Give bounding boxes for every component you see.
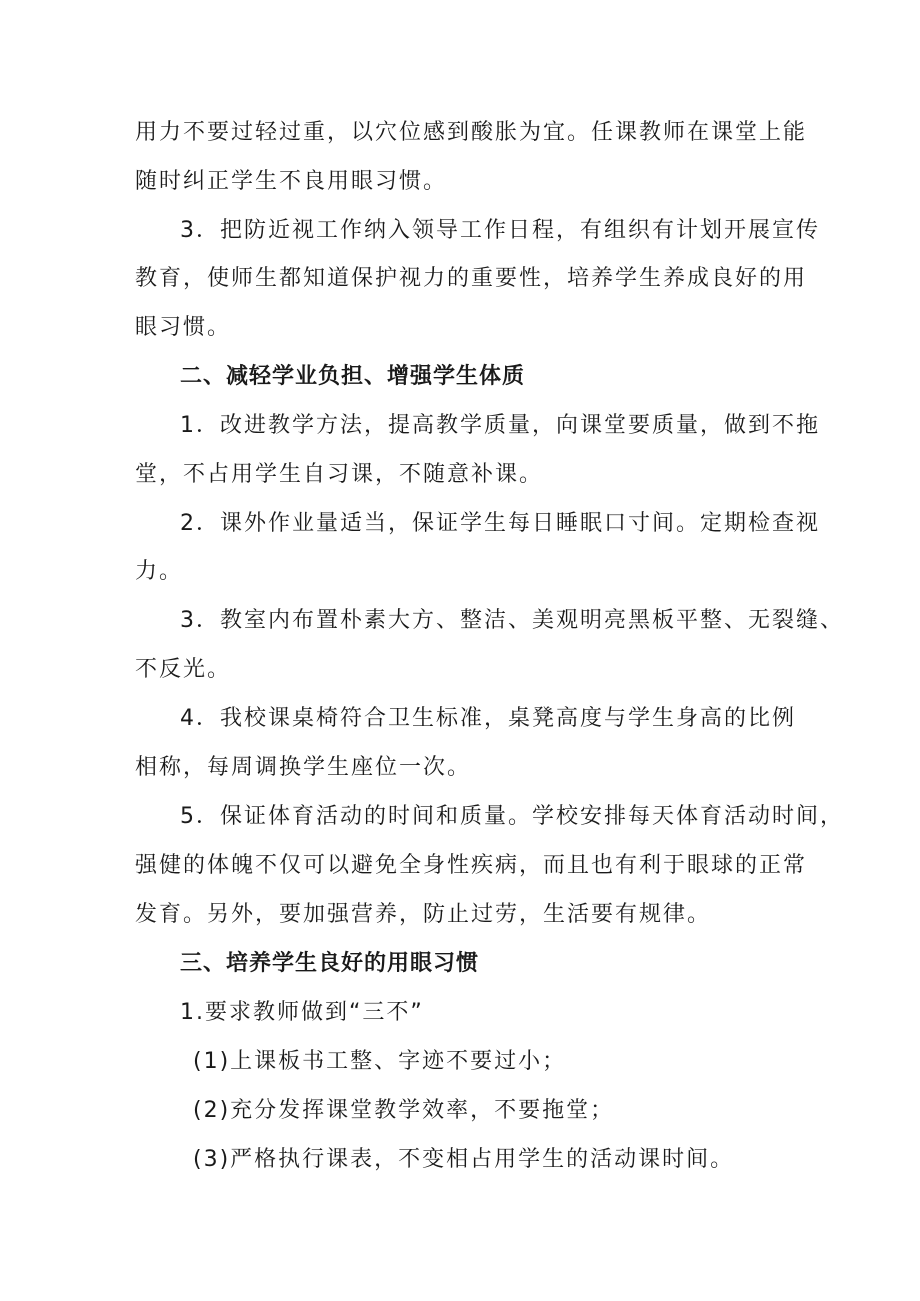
section-heading: 三、培养学生良好的用眼习惯 xyxy=(180,951,480,976)
list-item: (1)上课板书工整、字迹不要过小； xyxy=(193,1049,567,1074)
paragraph-line: 3．教室内布置朴素大方、整洁、美观明亮黑板平整、无裂缝、 xyxy=(180,608,844,633)
list-item: 1.要求教师做到“三不” xyxy=(180,1000,424,1025)
section-heading: 二、减轻学业负担、增强学生体质 xyxy=(180,364,526,389)
paragraph-line: 随时纠正学生不良用眼习惯。 xyxy=(135,169,448,194)
paragraph-line: 堂，不占用学生自习课，不随意补课。 xyxy=(135,462,544,487)
paragraph-line: 2．课外作业量适当，保证学生每日睡眠口寸间。定期检查视 xyxy=(180,511,820,536)
list-item: (2)充分发挥课堂教学效率，不要拖堂； xyxy=(193,1098,615,1123)
paragraph-line: 5．保证体育活动的时间和质量。学校安排每天体育活动时间， xyxy=(180,804,844,829)
paragraph-line: 1．改进教学方法，提高教学质量，向课堂要质量，做到不拖 xyxy=(180,413,820,438)
paragraph-line: 力。 xyxy=(135,559,184,584)
paragraph-line: 眼习惯。 xyxy=(135,315,232,340)
paragraph-line: 发育。另外，要加强营养，防止过劳，生活要有规律。 xyxy=(135,902,712,927)
paragraph-line: 相称，每周调换学生座位一次。 xyxy=(135,755,472,780)
paragraph-line: 教育，使师生都知道保护视力的重要性，培养学生养成良好的用 xyxy=(135,266,808,291)
paragraph-line: 4．我校课桌椅符合卫生标准，桌凳高度与学生身高的比例 xyxy=(180,706,796,731)
list-item: (3)严格执行课表，不变相占用学生的活动课时间。 xyxy=(193,1147,735,1172)
paragraph-line: 用力不要过轻过重，以穴位感到酸胀为宜。任课教师在课堂上能 xyxy=(135,120,808,145)
paragraph-line: 强健的体魄不仅可以避免全身性疾病，而且也有利于眼球的正常 xyxy=(135,853,808,878)
paragraph-line: 不反光。 xyxy=(135,657,232,682)
paragraph-line: 3．把防近视工作纳入领导工作日程，有组织有计划开展宣传 xyxy=(180,218,820,243)
